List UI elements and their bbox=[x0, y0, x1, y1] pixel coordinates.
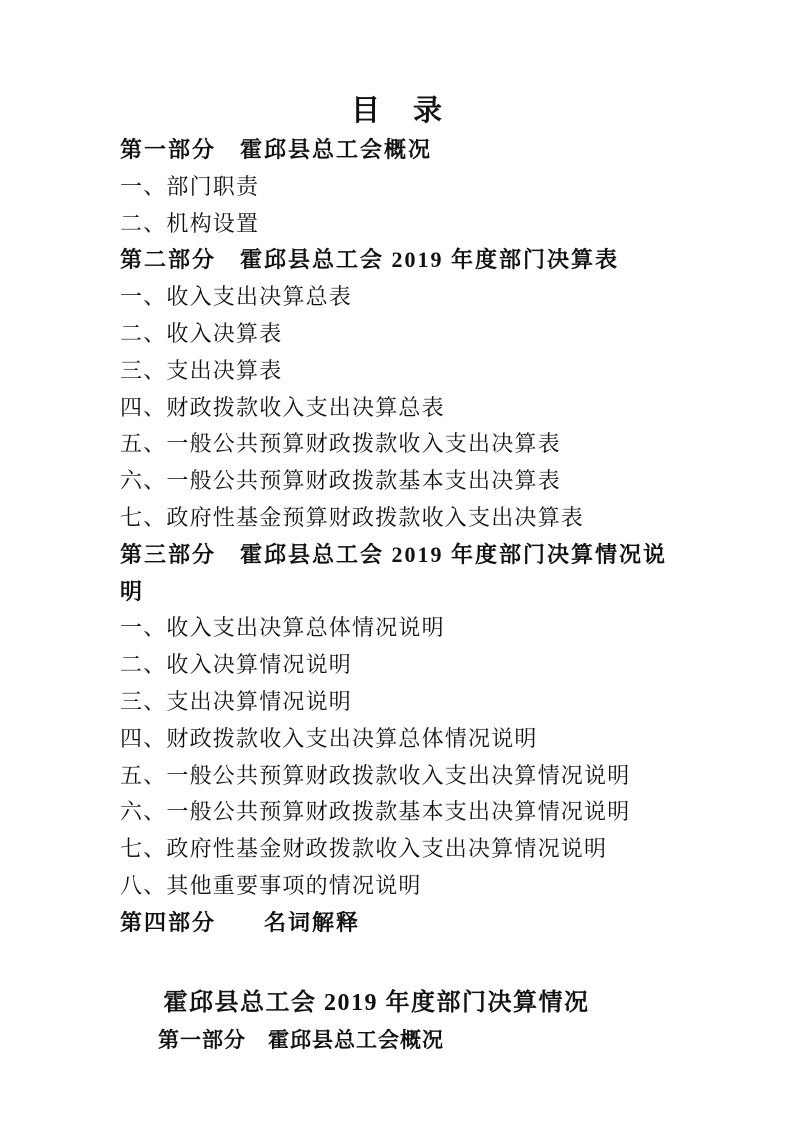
toc-section-heading: 第三部分 霍邱县总工会 2019 年度部门决算情况说明 bbox=[120, 541, 668, 604]
toc-item: 六、一般公共预算财政拨款基本支出决算表 bbox=[120, 468, 561, 494]
toc-item: 一、部门职责 bbox=[120, 173, 260, 199]
toc-item: 一、收入支出决算总表 bbox=[120, 284, 353, 310]
toc-item: 三、支出决算情况说明 bbox=[120, 688, 353, 714]
toc-title: 目 录 bbox=[350, 95, 444, 127]
report-title: 霍邱县总工会 2019 年度部门决算情况 bbox=[163, 989, 590, 1016]
toc-section-heading: 第四部分 名词解释 bbox=[120, 909, 361, 935]
toc-item: 四、财政拨款收入支出决算总表 bbox=[120, 394, 445, 420]
toc-item: 三、支出决算表 bbox=[120, 357, 283, 383]
toc-section-heading: 第二部分 霍邱县总工会 2019 年度部门决算表 bbox=[120, 247, 620, 273]
toc-item: 二、收入决算表 bbox=[120, 320, 283, 346]
toc-item: 五、一般公共预算财政拨款收入支出决算表 bbox=[120, 431, 561, 457]
toc-item: 七、政府性基金财政拨款收入支出决算情况说明 bbox=[120, 836, 608, 862]
toc-item: 六、一般公共预算财政拨款基本支出决算情况说明 bbox=[120, 799, 631, 825]
toc-item: 二、收入决算情况说明 bbox=[120, 652, 353, 678]
toc-item: 五、一般公共预算财政拨款收入支出决算情况说明 bbox=[120, 762, 631, 788]
toc-item: 七、政府性基金预算财政拨款收入支出决算表 bbox=[120, 504, 585, 530]
toc-item: 二、机构设置 bbox=[120, 210, 260, 236]
toc-item: 四、财政拨款收入支出决算总体情况说明 bbox=[120, 725, 538, 751]
toc-section-heading: 第一部分 霍邱县总工会概况 bbox=[120, 137, 433, 162]
toc-list bbox=[120, 132, 675, 942]
toc-item: 八、其他重要事项的情况说明 bbox=[120, 872, 422, 898]
toc-item: 一、收入支出决算总体情况说明 bbox=[120, 615, 445, 641]
report-section-heading: 第一部分 霍邱县总工会概况 bbox=[158, 1028, 444, 1052]
